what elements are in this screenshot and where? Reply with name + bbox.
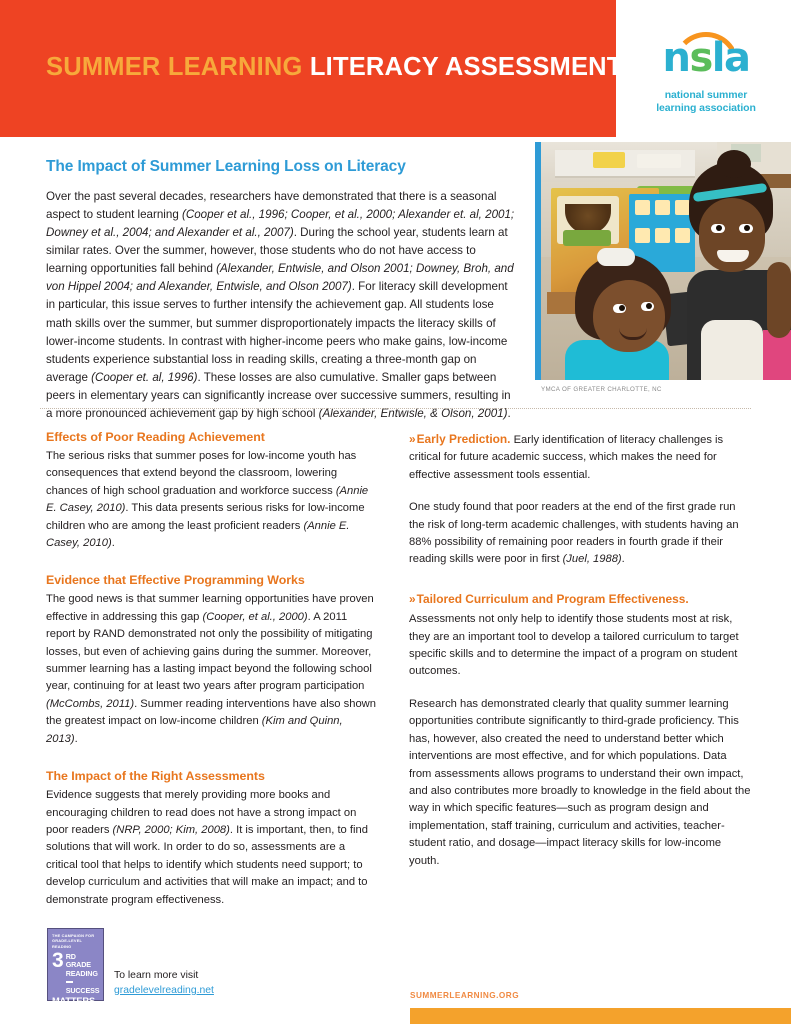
section-early-prediction bbox=[409, 430, 751, 569]
summerlearning-url[interactable]: SUMMERLEARNING.ORG bbox=[410, 991, 520, 1000]
citation: (Annie E. Casey, 2010) bbox=[46, 484, 369, 515]
section-evidence-effective-programming bbox=[46, 573, 376, 748]
citation: (NRP, 2000; Kim, 2008) bbox=[112, 823, 230, 836]
campaign-logo-line4: MATTERS bbox=[52, 996, 95, 1007]
campaign-logo-numeral: 3 bbox=[52, 948, 64, 972]
campaign-logo-line1: RD GRADE bbox=[65, 951, 91, 970]
chevron-double-right-icon: » bbox=[409, 591, 415, 606]
photo-child-right-pupil bbox=[716, 225, 722, 231]
section-tailored-curriculum bbox=[409, 590, 751, 870]
classroom-photo bbox=[541, 142, 791, 380]
photo-card-cell bbox=[655, 228, 670, 243]
intro-text-e: . bbox=[507, 407, 511, 421]
intro-citation-3: (Cooper et. al, 1996) bbox=[91, 371, 198, 384]
campaign-logo-line2: READING bbox=[65, 968, 98, 978]
photo-block bbox=[535, 142, 791, 380]
photo-child-right-bun bbox=[717, 150, 751, 178]
section-lead-in: Early Prediction. bbox=[416, 432, 511, 446]
photo-bin-yellow bbox=[593, 152, 625, 168]
section-impact-right-assessments bbox=[46, 769, 376, 909]
photo-green-strip bbox=[563, 230, 611, 246]
nsla-wordmark bbox=[640, 32, 772, 84]
intro-text-b: . During the school year, students learn at similar rates. Over the summer, however, those students who do not have access to learning opportunities fall behind bbox=[46, 225, 508, 276]
body-text-c: . Summer reading interventions have also shown the greatest impact on low-income children bbox=[46, 697, 376, 728]
photo-child-left-pupil bbox=[619, 305, 625, 311]
photo-child-left-face bbox=[593, 280, 665, 352]
page-title-accent: SUMMER LEARNING bbox=[46, 53, 303, 81]
intro-text-a: Over the past several decades, researchers have demonstrated that there is a seasonal aspect to student learning bbox=[46, 189, 497, 221]
body-text-c: . bbox=[111, 537, 115, 550]
body-text: Early identification of literacy challenges is critical for future academic success, which makes the need for effective assessment tools essential. bbox=[409, 434, 724, 481]
photo-bin-white bbox=[637, 154, 681, 168]
footer-accent-bar bbox=[410, 1008, 791, 1024]
citation: (Cooper, et al., 2000) bbox=[202, 610, 308, 623]
campaign-logo-lines bbox=[66, 952, 100, 995]
section-heading: The Impact of the Right Assessments bbox=[46, 769, 265, 784]
intro-heading: The Impact of Summer Learning Loss on Literacy bbox=[46, 158, 406, 175]
photo-card-cell bbox=[655, 200, 670, 215]
photo-card-cell bbox=[675, 200, 690, 215]
campaign-logo-tagline-line1: THE CAMPAIGN FOR bbox=[52, 933, 95, 938]
nsla-la: la bbox=[711, 35, 750, 81]
rule-icon bbox=[66, 981, 73, 983]
campaign-logo-line3 bbox=[66, 978, 100, 995]
campaign-logo-tagline bbox=[52, 933, 100, 949]
body-text-d: . bbox=[74, 732, 78, 745]
body-text-a: One study found that poor readers at the end of the first grade run the risk of long-term academic challenges, with students having an 88% possibility of remaining poor readers in fourth grade if their reading skills were poor in first bbox=[409, 501, 739, 566]
photo-child-right-arm bbox=[767, 262, 791, 338]
body-text-b: . This data presents serious risks for low-income children who are among the least proficient readers bbox=[46, 502, 365, 532]
learn-more-block bbox=[114, 969, 214, 998]
intro-citation-1: (Cooper et al., 1996; Cooper, et al., 2000; Alexander et. al, 2001; Downey et al., 2004; and Alexander et al., 2007) bbox=[46, 207, 515, 239]
body-text-b: . A 2011 report by RAND demonstrated not only the possibility of mitigating losses, but even of achieving gains during the summer. Moreover, summer learning has a lasting impact beyond the following school year, continuing for at least two years after program participation bbox=[46, 610, 373, 693]
page-title-main: LITERACY ASSESSMENTS bbox=[309, 53, 640, 81]
chevron-double-right-icon: » bbox=[409, 432, 415, 446]
section-body bbox=[46, 787, 376, 909]
section-lead-in: Tailored Curriculum and Program Effectiveness. bbox=[416, 591, 689, 606]
photo-card-cell bbox=[635, 228, 650, 243]
page-title bbox=[46, 55, 640, 81]
photo-child-left-pupil bbox=[646, 303, 652, 309]
photo-child-left-bow bbox=[597, 248, 635, 266]
nsla-s: s bbox=[689, 35, 712, 81]
intro-citation-2: (Alexander, Entwisle, and Olson 2001; Downey, Broh, and von Hippel 2004; and Alexander, Entwisle, and Olson 2007) bbox=[46, 262, 514, 294]
section-effects-of-poor-reading bbox=[46, 430, 376, 552]
section-paragraph-2 bbox=[409, 499, 751, 569]
nsla-logo bbox=[640, 32, 772, 115]
section-body: Assessments not only help to identify those students most at risk, they are an important tool to develop a tailored curriculum to target specific skills and to determine the impact of a program on student outcomes. bbox=[409, 613, 739, 678]
campaign-logo-line3-text: SUCCESS bbox=[65, 985, 100, 995]
body-text-a: The good news is that summer learning opportunities have proven effective in addressing this gap bbox=[46, 593, 374, 623]
nsla-subtitle bbox=[640, 89, 772, 115]
section-lead-in-line bbox=[409, 590, 751, 609]
citation: (Annie E. Casey, 2010) bbox=[46, 519, 350, 550]
photo-child-right-shirt bbox=[701, 320, 763, 380]
citation: (McCombs, 2011) bbox=[46, 697, 135, 710]
section-body bbox=[409, 430, 751, 484]
body-text-b: . bbox=[621, 553, 625, 566]
photo-child-right-smile bbox=[717, 250, 749, 262]
intro-section bbox=[46, 158, 516, 435]
section-paragraph-2: Research has demonstrated clearly that quality summer learning opportunities contribute significantly to third-grade proficiency. This has, however, also created the need to understand better which interventions are most effective, and for which populations. Data from assessments allows programs to understand their own impact, and also contributes more broadly to knowledge in the field about the way in which specific features—such as program design and implementation, staff training, curriculum and activities, teacher-student ratio, and dosage—impact literacy skills for low-income youth. bbox=[409, 697, 751, 867]
photo-card-cell bbox=[675, 228, 690, 243]
photo-caption: YMCA OF GREATER CHARLOTTE, NC bbox=[541, 386, 662, 393]
campaign-grade-level-reading-logo bbox=[47, 928, 104, 1007]
section-body bbox=[46, 591, 376, 748]
nsla-letters bbox=[640, 35, 772, 81]
nsla-n: n bbox=[662, 35, 690, 81]
campaign-logo-main bbox=[52, 948, 100, 995]
gradelevelreading-link[interactable]: gradelevelreading.net bbox=[114, 984, 214, 996]
section-body bbox=[46, 448, 376, 552]
citation: (Juel, 1988) bbox=[562, 553, 622, 566]
intro-citation-4: (Alexander, Entwisle, & Olson, 2001) bbox=[318, 407, 508, 421]
intro-text-d: . These losses are also cumulative. Smaller gaps between peers in elementary years can significantly increase over successive summers, resulting in a more pronounced achievement gap by high school bbox=[46, 371, 511, 421]
nsla-subtitle-line2: learning association bbox=[656, 102, 756, 115]
citation: (Kim and Quinn, 2013) bbox=[46, 715, 343, 745]
section-heading: Evidence that Effective Programming Works bbox=[46, 573, 305, 588]
section-divider bbox=[40, 408, 751, 410]
nsla-subtitle-line1: national summer bbox=[664, 89, 748, 101]
section-heading: Effects of Poor Reading Achievement bbox=[46, 430, 265, 444]
intro-paragraph bbox=[46, 188, 516, 424]
photo-card-cell bbox=[635, 200, 650, 215]
left-column bbox=[46, 430, 376, 909]
learn-more-label: To learn more visit bbox=[114, 970, 199, 981]
intro-text-c: . For literacy skill development in particular, this issue serves to further intensify the achievement gap. All students lose math skills over the summer, but summer disproportionately impacts the literacy skills of lower-income students. In contrast with higher-income peers who make gains, low-income students experience substantial loss in reading skills, creating a three-month gap on average bbox=[46, 280, 508, 384]
right-column bbox=[409, 430, 751, 885]
photo-child-right-pupil bbox=[744, 225, 750, 231]
campaign-logo-tagline-line2: GRADE-LEVEL READING bbox=[52, 938, 83, 949]
body-text-a: Evidence suggests that merely providing more books and encouraging children to read does not have a strong impact on poor readers bbox=[46, 789, 357, 836]
body-text-b: . It is important, then, to find solutions that will work. In order to do so, assessments are a critical tool that helps to identify which students need support; to develop curriculum and activities that will make an impact; and to demonstrate program effectiveness. bbox=[46, 823, 368, 906]
body-text-a: The serious risks that summer poses for low-income youth has consequences that extend beyond the classroom, lowering chances of high school graduation and workforce success bbox=[46, 450, 357, 497]
